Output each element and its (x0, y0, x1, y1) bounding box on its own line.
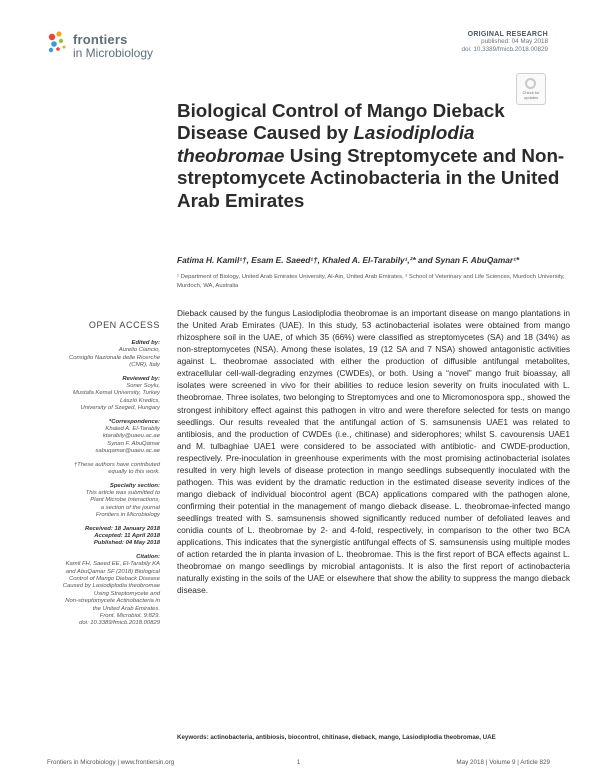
updates-label: Check for updates (522, 90, 540, 100)
affiliations: ¹ Department of Biology, United Arab Emirates University, Al-Ain, United Arab Emirates, ² School of Veterinary and Life Sciences, Murdoch University, Murdoch, WA, Australia (177, 274, 565, 289)
doi[interactable]: doi: 10.3389/fmicb.2018.00829 (461, 46, 548, 53)
article-title: Biological Control of Mango Dieback Disease Caused by Lasiodiplodia theobromae Using Streptomycete and Non-streptomycete Actinobacteria in the United Arab Emirates (177, 100, 565, 211)
equal-contribution-note: †These authors have contributed equally to this work. (73, 461, 160, 476)
journal-subname: in Microbiology (73, 46, 154, 60)
author-list: Fatima H. Kamil¹†, Esam E. Saeed¹†, Khaled A. El-Tarabily¹,²* and Synan F. AbuQamar¹* (177, 255, 520, 265)
updates-icon (525, 78, 536, 89)
journal-name: frontiers (73, 32, 128, 47)
title-species: Lasiodiplodia theobromae (177, 122, 475, 166)
journal-logo[interactable] (47, 30, 187, 62)
article-meta (462, 31, 548, 54)
specialty-section: Specialty section: This article was submitted to Plant Microbe Interactions, a section of the journal Frontiers in Microbiology (85, 482, 160, 519)
frontiers-logo-icon (47, 30, 69, 56)
keywords: Keywords: actinobacteria, antibiosis, biocontrol, chitinase, dieback, mango, Lasiodiplodia theobromae, UAE (177, 734, 496, 741)
open-access-label: OPEN ACCESS (88, 320, 160, 330)
article-type: ORIGINAL RESEARCH (467, 31, 548, 38)
email-link[interactable]: sabuqamar@uaeu.ac.ae (95, 448, 160, 455)
email-link[interactable]: ktarabily@uaeu.ac.ae (102, 433, 160, 440)
footer-journal[interactable]: Frontiers in Microbiology | www.frontiersin.org (47, 759, 175, 766)
page-footer (47, 759, 550, 769)
page-number: 1 (296, 759, 301, 766)
footer-volume: May 2018 | Volume 9 | Article 829 (456, 759, 550, 766)
edited-by: Edited by: Aurelio Ciancio, Consiglio Nazionale delle Ricerche (CNR), Italy (68, 340, 160, 369)
article-dates: Received: 18 January 2018 Accepted: 11 April 2018 Published: 04 May 2018 (85, 525, 160, 547)
article-sidebar (47, 340, 160, 634)
abstract-text: Dieback caused by the fungus Lasiodiplodia theobromae is an important disease on mango plantations in the United Arab Emirates (UAE). In this study, 53 actinobacterial isolates were obtained from mango rhizosphere soil in the UAE, of which 35 (66%) were classified as streptomycetes (SA) and 18 (34%) as non-streptomycetes (NSA). Among these isolates, 19 (12 SA and 7 NSA) showed antagonistic activities against L. theobromae associated with either the production of diffusible antifungal metabolites, extracellular cell-wall-degrading enzymes (CWDEs), or both. Using a “novel” mango fruit bioassay, all isolates were screened in vivo for their abilities to reduce lesion severity on fruits inoculated with L. theobromae. Three isolates, two belonging to Streptomyces and one to Micromonospora spp., showed the strongest inhibitory effect against this pathogen in vitro and were therefore selected for tests on mango seedlings. Our results revealed that the antifungal action of S. samsunensis UAE1 was related to antibiosis, and the production of CWDEs (i.e., chitinase) and siderophores; whilst S. cavourensis UAE1 and M. tulbaghiae UAE1 were considered to be associated with antibiotic- and CWDE-production, respectively. Pre-inoculation in greenhouse experiments with the most promising actinobacterial isolates resulted in very high levels of disease protection in mango seedlings subsequently inoculated with the pathogen. This was evident by the dramatic reduction in the estimated disease severity indices of the mango dieback of individual biocontrol agent (BCA) applications compared with the pathogen alone, confirming their potential in the management of mango dieback disease. L. theobromae-infected mango seedlings treated with S. samsunensis showed significantly reduced number of defoliated leaves and conidia counts of L. theobromae by 2- and 4-fold, respectively, in comparison to the other two BCA applications. This indicates that the synergistic antifungal effects of S. samsunensis using multiple modes of action retarded the in planta invasion of L. theobromae. This is the first report of BCA effects against L. theobromae on mango seedlings by microbial antagonists. It is also the first report of actinobacteria naturally existing in the soils of the UAE or elsewhere that show the ability to suppress the mango dieback disease. (177, 308, 570, 596)
citation: Citation: Kamil FH, Saeed EE, El-Tarabily KA and AbuQamar SF (2018) Biological Control of Mango Dieback Disease Caused by Lasiodiplodia theobromae Using Streptomycete and Non-streptomycete Actinobacteria in the United Arab Emirates. Front. Microbiol. 9:829. doi: 10.3389/fmicb.2018.00829 (47, 554, 160, 628)
published-date: published: 04 May 2018 (481, 38, 548, 45)
citation-doi[interactable]: doi: 10.3389/fmicb.2018.00829 (79, 620, 160, 627)
correspondence: *Correspondence: Khaled A. El-Tarabily ktarabily@uaeu.ac.ae Synan F. AbuQamar sabuqamar@uaeu.ac.ae (47, 419, 160, 456)
reviewed-by: Reviewed by: Soner Soylu, Mustafa Kemal University, Turkey László Kredics, University of Szeged, Hungary (72, 375, 160, 412)
